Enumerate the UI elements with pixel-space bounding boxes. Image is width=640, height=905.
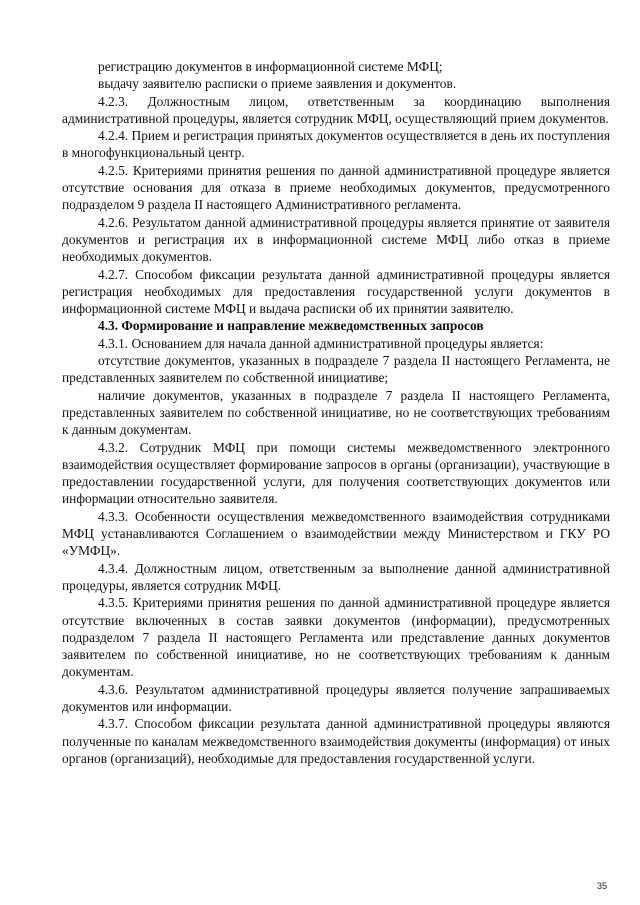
paragraph-4-3-1: 4.3.1. Основанием для начала данной административной процедуры является: [98, 335, 544, 351]
paragraph-2: выдачу заявителю расписки о приеме заявления и документов. [98, 76, 457, 92]
paragraph-4-3-6: 4.3.6. Результатом административной процедуры является получение запрашиваемых документов или информации. [62, 681, 610, 714]
paragraph-4-3-7: 4.3.7. Способом фиксации результата данной административной процедуры являются полученные по каналам межведомственного взаимодействия документы (информация) от иных органов (организаций), необходимые для предоставления государственной услуги. [62, 716, 610, 766]
section-heading-4-3: 4.3. Формирование и направление межведомственных запросов [98, 318, 484, 334]
paragraph-4-2-3: 4.2.3. Должностным лицом, ответственным за координацию выполнения административной процедуры, является сотрудник МФЦ, осуществляющий прием документов. [62, 93, 610, 126]
paragraph-4-3-2: 4.3.2. Сотрудник МФЦ при помощи системы межведомственного электронного взаимодействия осуществляет формирование запросов в органы (организации), участвующие в предоставлении государственной услуги, для получения соответствующих документов или информации относительно заявителя. [62, 439, 610, 507]
paragraph-4-2-7: 4.2.7. Способом фиксации результата данной административной процедуры является регистрация необходимых для предоставления государственной услуги документов в информационной системе МФЦ и выдача расписки об их принятии заявителю. [62, 266, 610, 317]
page-number: 35 [596, 881, 607, 891]
paragraph-4-2-4: 4.2.4. Прием и регистрация принятых документов осуществляется в день их поступления в многофункциональный центр. [62, 128, 610, 161]
paragraph-4-2-5: 4.2.5. Критериями принятия решения по данной административной процедуре является отсутствие основания для отказа в приеме необходимых документов, предусмотренного подразделом 9 раздела II настоящего Административного регламента. [62, 162, 610, 213]
paragraph-1: регистрацию документов в информационной системе МФЦ; [98, 59, 443, 74]
paragraph-list-item-2: наличие документов, указанных в подразделе 7 раздела II настоящего Регламента, представленных заявителем по собственной инициативе, но не соответствующих требованиям к данным документам. [62, 387, 610, 438]
paragraph-4-3-3: 4.3.3. Особенности осуществления межведомственного взаимодействия сотрудниками МФЦ устанавливаются Соглашением о взаимодействии между Министерством и ГКУ РО «УМФЦ». [62, 508, 610, 559]
paragraph-4-3-5: 4.3.5. Критериями принятия решения по данной административной процедуре является отсутствие включенных в состав заявки документов (информации), предусмотренных подразделом 7 раздела II настоящего Регламента или представление данных документов заявителем по собственной инициативе, но не соответствующих требованиям к данным документам. [62, 595, 610, 680]
paragraph-list-item-1: отсутствие документов, указанных в подразделе 7 раздела II настоящего Регламента, не представленных заявителем по собственной инициативе; [62, 353, 610, 386]
document-body [62, 58, 610, 767]
paragraph-4-2-6: 4.2.6. Результатом данной административной процедуры является принятие от заявителя документов и регистрация их в информационной системе МФЦ либо отказ в приеме необходимых документов. [62, 214, 610, 265]
paragraph-4-3-4: 4.3.4. Должностным лицом, ответственным за выполнение данной административной процедуры, является сотрудник МФЦ. [62, 560, 610, 593]
